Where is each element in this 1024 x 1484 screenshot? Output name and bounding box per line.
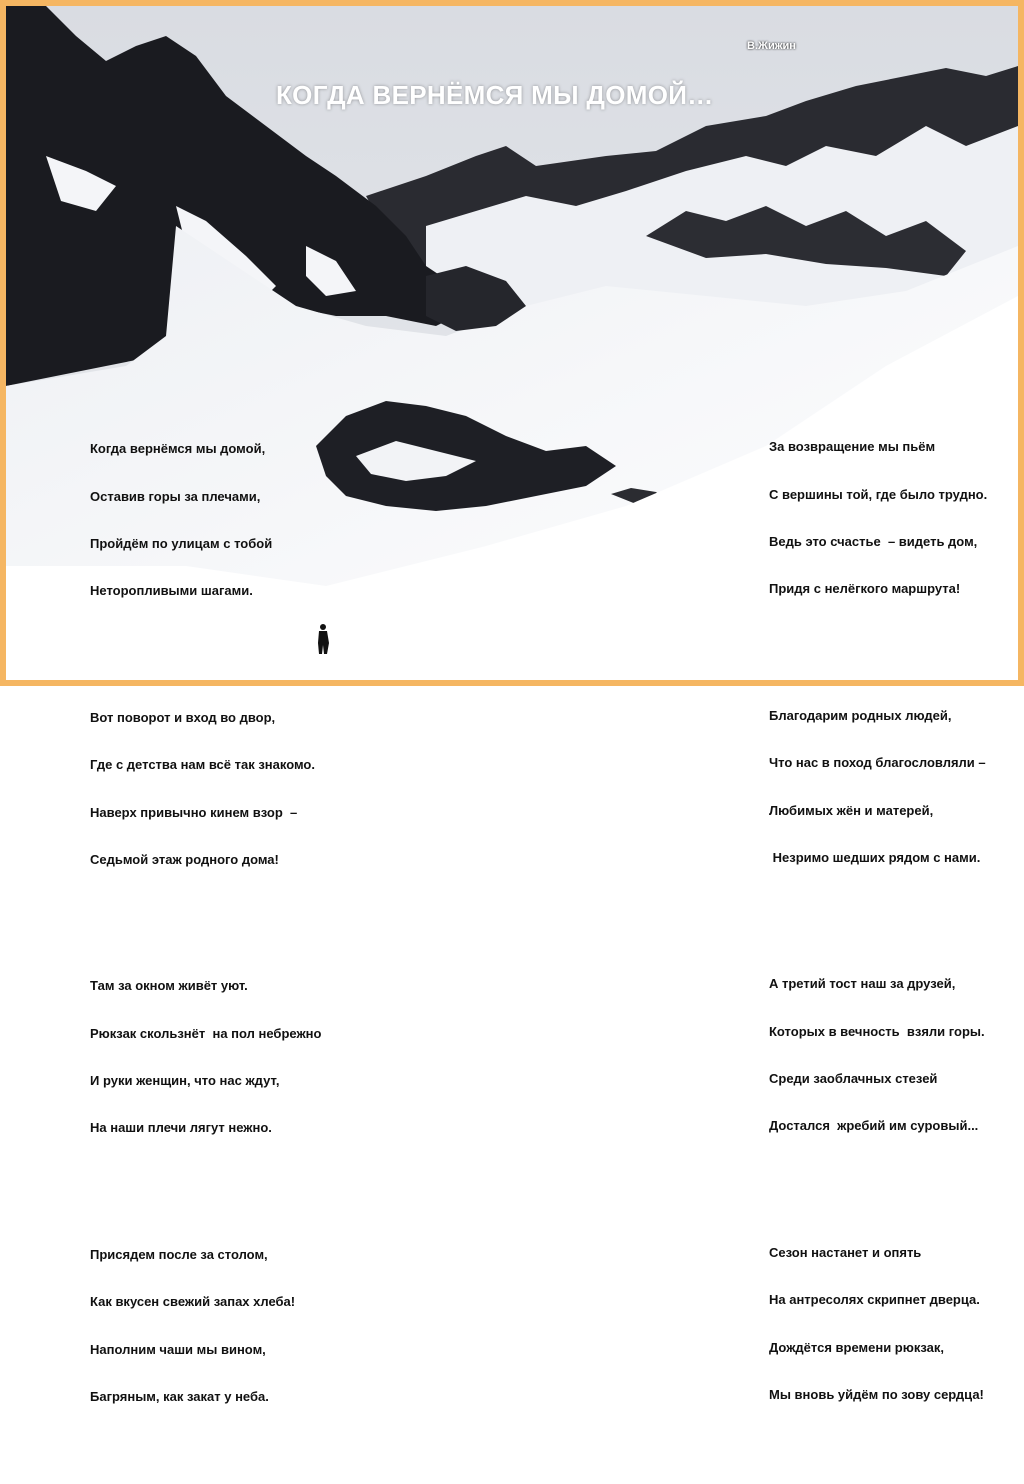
stanza xyxy=(90,1215,321,1436)
poem-line: На антресолях скрипнет дверца. xyxy=(769,1292,980,1308)
stanza xyxy=(769,408,987,629)
poem-title: КОГДА ВЕРНЁМСЯ МЫ ДОМОЙ… xyxy=(276,80,714,110)
poem-line: Придя с нелёгкого маршрута! xyxy=(769,581,961,597)
poem-line: Наполним чаши мы вином, xyxy=(90,1341,266,1357)
poem-line: Сезон настанет и опять xyxy=(769,1244,922,1260)
stanza xyxy=(90,410,321,631)
poem-line: Любимых жён и матерей, xyxy=(769,802,934,818)
poem-line: Наверх привычно кинем взор – xyxy=(90,804,298,820)
poem-line: Благодарим родных людей, xyxy=(769,707,952,723)
poem-line: На наши плечи лягут нежно. xyxy=(90,1120,272,1136)
poem-line: Где с детства нам всё так знакомо. xyxy=(90,757,315,773)
stanza xyxy=(90,947,321,1168)
stanza xyxy=(769,676,987,897)
poem-right-column xyxy=(769,376,987,1482)
poem-line: С вершины той, где было трудно. xyxy=(769,486,988,502)
poem-line: Мы вновь уйдём по зову сердца! xyxy=(769,1387,984,1402)
poem-line: Там за окном живёт уют. xyxy=(90,978,248,994)
poem-line: Вот поворот и вход во двор, xyxy=(90,709,276,725)
author-name: В.Жижин xyxy=(747,40,796,52)
poem-line: Рюкзак скользнёт на пол небрежно xyxy=(90,1025,322,1041)
poem-line: Среди заоблачных стезей xyxy=(769,1071,938,1087)
poem-line: За возвращение мы пьём xyxy=(769,439,936,455)
poem-line: Когда вернёмся мы домой, xyxy=(90,441,266,457)
poem-left-column xyxy=(90,378,321,1484)
poem-line: Багряным, как закат у неба. xyxy=(90,1389,269,1404)
stanza xyxy=(90,678,321,899)
poem-line: Ведь это счастье – видеть дом, xyxy=(769,533,978,549)
poem-line: Неторопливыми шагами. xyxy=(90,583,253,599)
stanza xyxy=(769,945,987,1166)
stanza xyxy=(769,1213,987,1434)
poem-line: Седьмой этаж родного дома! xyxy=(90,851,279,867)
poem-line: Дождётся времени рюкзак, xyxy=(769,1339,944,1355)
poem-line: Что нас в поход благословляли – xyxy=(769,755,986,771)
poem-line: Как вкусен свежий запах хлеба! xyxy=(90,1294,296,1310)
poem-line: Оставив горы за плечами, xyxy=(90,488,261,504)
poem-line: Пройдём по улицам с тобой xyxy=(90,535,273,551)
poem-line: И руки женщин, что нас ждут, xyxy=(90,1073,280,1089)
poem-line: Присядем после за столом, xyxy=(90,1246,268,1262)
poem-line: Незримо шедших рядом с нами. xyxy=(769,849,981,865)
poem-line: Которых в вечность взяли горы. xyxy=(769,1023,985,1039)
poem-line: А третий тост наш за друзей, xyxy=(769,976,956,992)
poem-line: Достался жребий им суровый... xyxy=(769,1118,979,1134)
